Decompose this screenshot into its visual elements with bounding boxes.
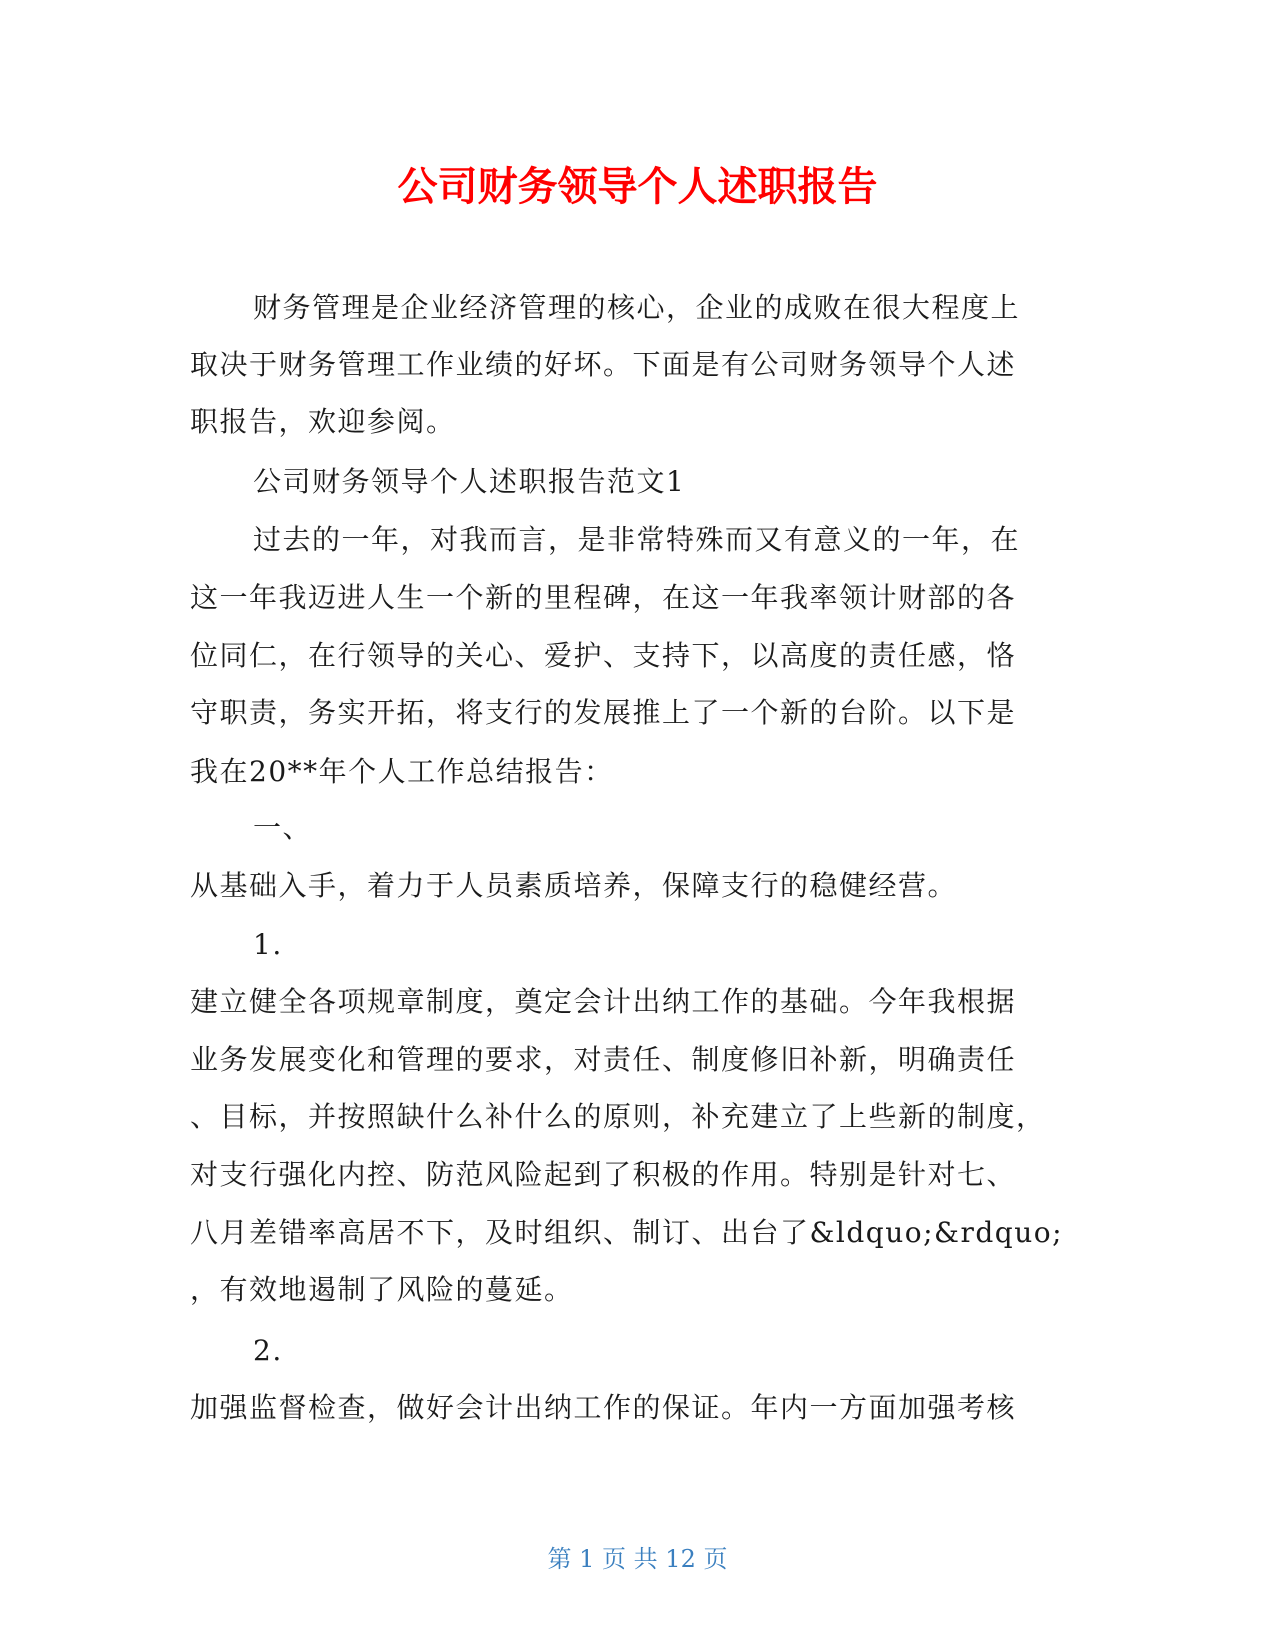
list-number: 2.	[253, 1334, 283, 1367]
section-heading: 公司财务领导个人述职报告范文1	[253, 465, 686, 498]
page-indicator: 第 1 页 共 12 页	[547, 1545, 728, 1573]
paragraph-line: 业务发展变化和管理的要求，对责任、制度修旧补新，明确责任	[190, 1043, 1017, 1076]
paragraph-line: 职报告，欢迎参阅。	[190, 405, 456, 438]
paragraph-line: 守职责，务实开拓，将支行的发展推上了一个新的台阶。以下是	[190, 696, 1017, 729]
paragraph-line: 八月差错率高居不下，及时组织、制订、出台了&ldquo;&rdquo;	[190, 1216, 1064, 1249]
document-title: 公司财务领导个人述职报告	[397, 164, 878, 210]
paragraph-line: 我在20**年个人工作总结报告：	[190, 755, 614, 788]
paragraph-line: 位同仁，在行领导的关心、爱护、支持下，以高度的责任感，恪	[190, 639, 1017, 672]
paragraph-line: 从基础入手，着力于人员素质培养，保障支行的稳健经营。	[190, 869, 958, 902]
paragraph-line: 建立健全各项规章制度，奠定会计出纳工作的基础。今年我根据	[190, 985, 1017, 1018]
paragraph-line: 对支行强化内控、防范风险起到了积极的作用。特别是针对七、	[190, 1158, 1017, 1191]
paragraph-line: 加强监督检查，做好会计出纳工作的保证。年内一方面加强考核	[190, 1391, 1017, 1424]
paragraph-line: ，有效地遏制了风险的蔓延。	[190, 1273, 574, 1306]
list-number: 一、	[253, 811, 313, 844]
list-number: 1.	[253, 928, 283, 961]
paragraph-line: 这一年我迈进人生一个新的里程碑，在这一年我率领计财部的各	[190, 581, 1017, 614]
paragraph-line: 过去的一年，对我而言，是非常特殊而又有意义的一年，在	[253, 523, 1021, 556]
paragraph-line: 、目标，并按照缺什么补什么的原则，补充建立了上些新的制度，	[190, 1100, 1046, 1133]
paragraph-line: 取决于财务管理工作业绩的好坏。下面是有公司财务领导个人述	[190, 348, 1017, 381]
paragraph-line: 财务管理是企业经济管理的核心，企业的成败在很大程度上	[253, 291, 1021, 324]
